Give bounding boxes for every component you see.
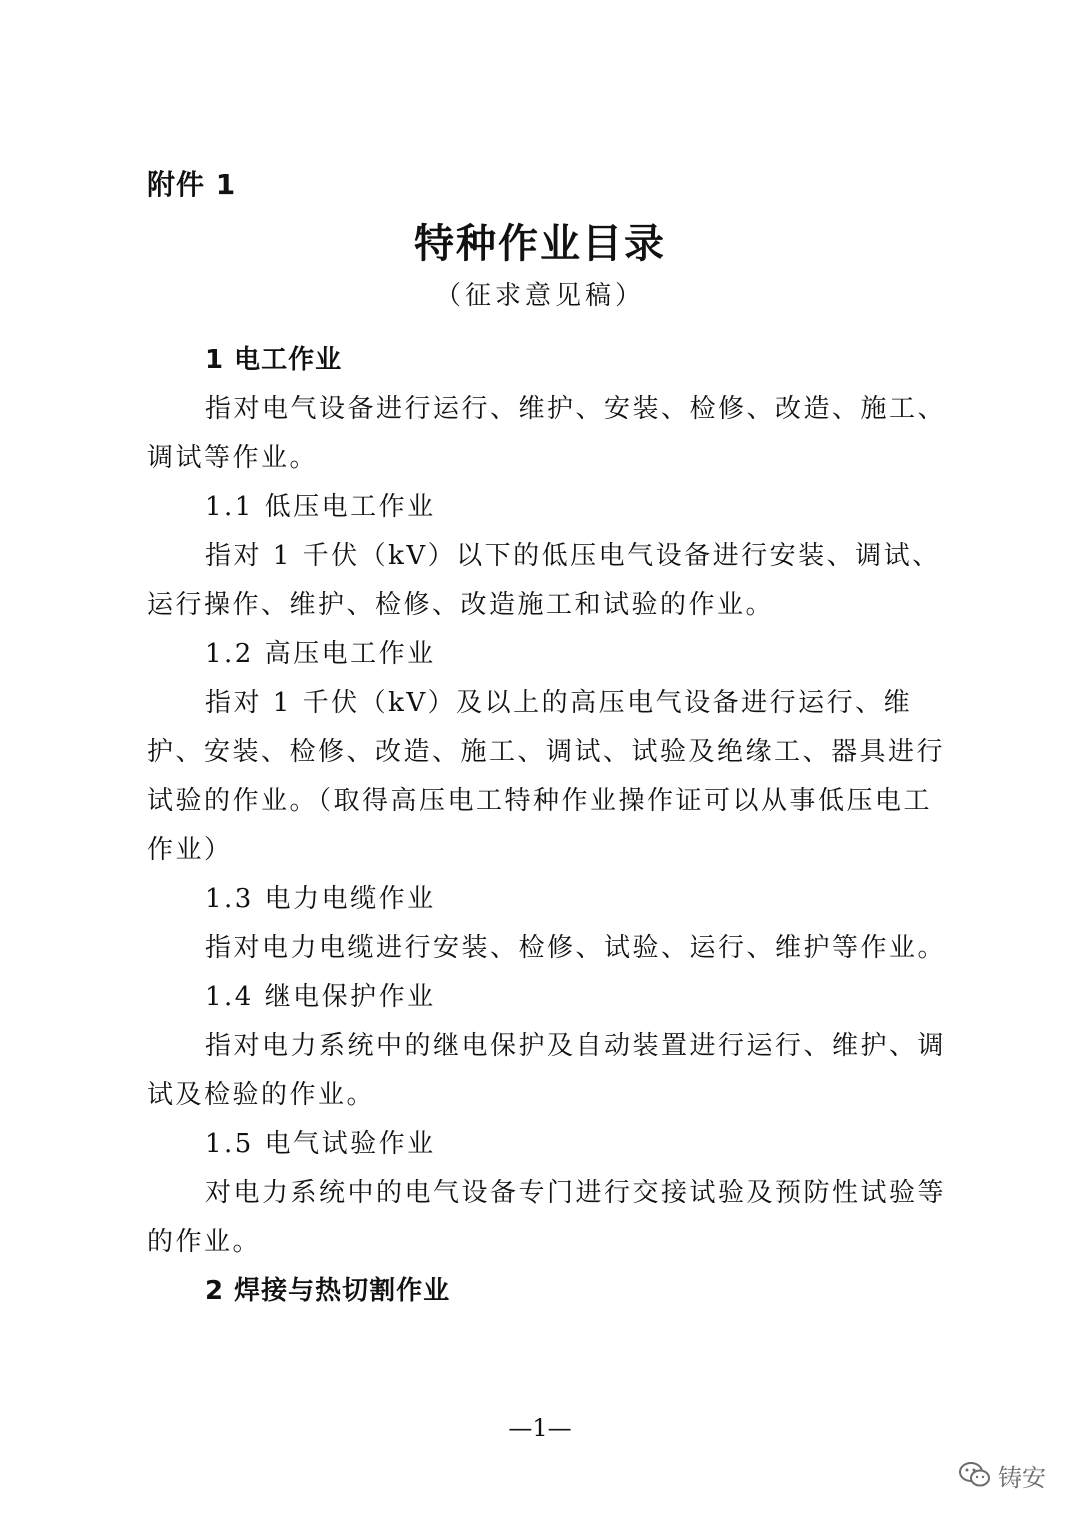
paragraph: 指对 1 千伏（kV）以下的低压电气设备进行安装、调试、运行操作、维护、检修、改造施工和试验的作业。 xyxy=(147,541,941,620)
paragraph: 指对电力系统中的继电保护及自动装置进行运行、维护、调试及检验的作业。 xyxy=(147,1031,947,1110)
attachment-label: 附件 1 xyxy=(147,168,237,201)
section-heading: 1 电工作业 xyxy=(205,345,343,375)
paragraph: 对电力系统中的电气设备专门进行交接试验及预防性试验等的作业。 xyxy=(147,1178,947,1257)
paragraph: 指对电气设备进行运行、维护、安装、检修、改造、施工、调试等作业。 xyxy=(147,394,947,473)
subsection-heading: 1.2 高压电工作业 xyxy=(205,639,436,669)
watermark-text: 铸安 xyxy=(998,1463,1046,1492)
subsection-heading: 1.1 低压电工作业 xyxy=(205,492,436,522)
subsection-heading: 1.4 继电保护作业 xyxy=(205,982,436,1012)
document-subtitle: （征求意见稿） xyxy=(434,281,645,311)
wechat-icon xyxy=(958,1460,992,1490)
watermark xyxy=(958,1455,1046,1495)
paragraph: 指对 1 千伏（kV）及以上的高压电气设备进行运行、维护、安装、检修、改造、施工、调试、试验及绝缘工、器具进行试验的作业。（取得高压电工特种作业操作证可以从事低压电工作业） xyxy=(147,688,946,865)
document-body xyxy=(147,336,947,1316)
subsection-heading: 1.5 电气试验作业 xyxy=(205,1129,436,1159)
paragraph: 指对电力电缆进行安装、检修、试验、运行、维护等作业。 xyxy=(205,933,947,963)
page-number: —1— xyxy=(508,1414,572,1442)
section-heading: 2 焊接与热切割作业 xyxy=(205,1276,451,1306)
document-title: 特种作业目录 xyxy=(414,221,666,267)
subsection-heading: 1.3 电力电缆作业 xyxy=(205,884,436,914)
